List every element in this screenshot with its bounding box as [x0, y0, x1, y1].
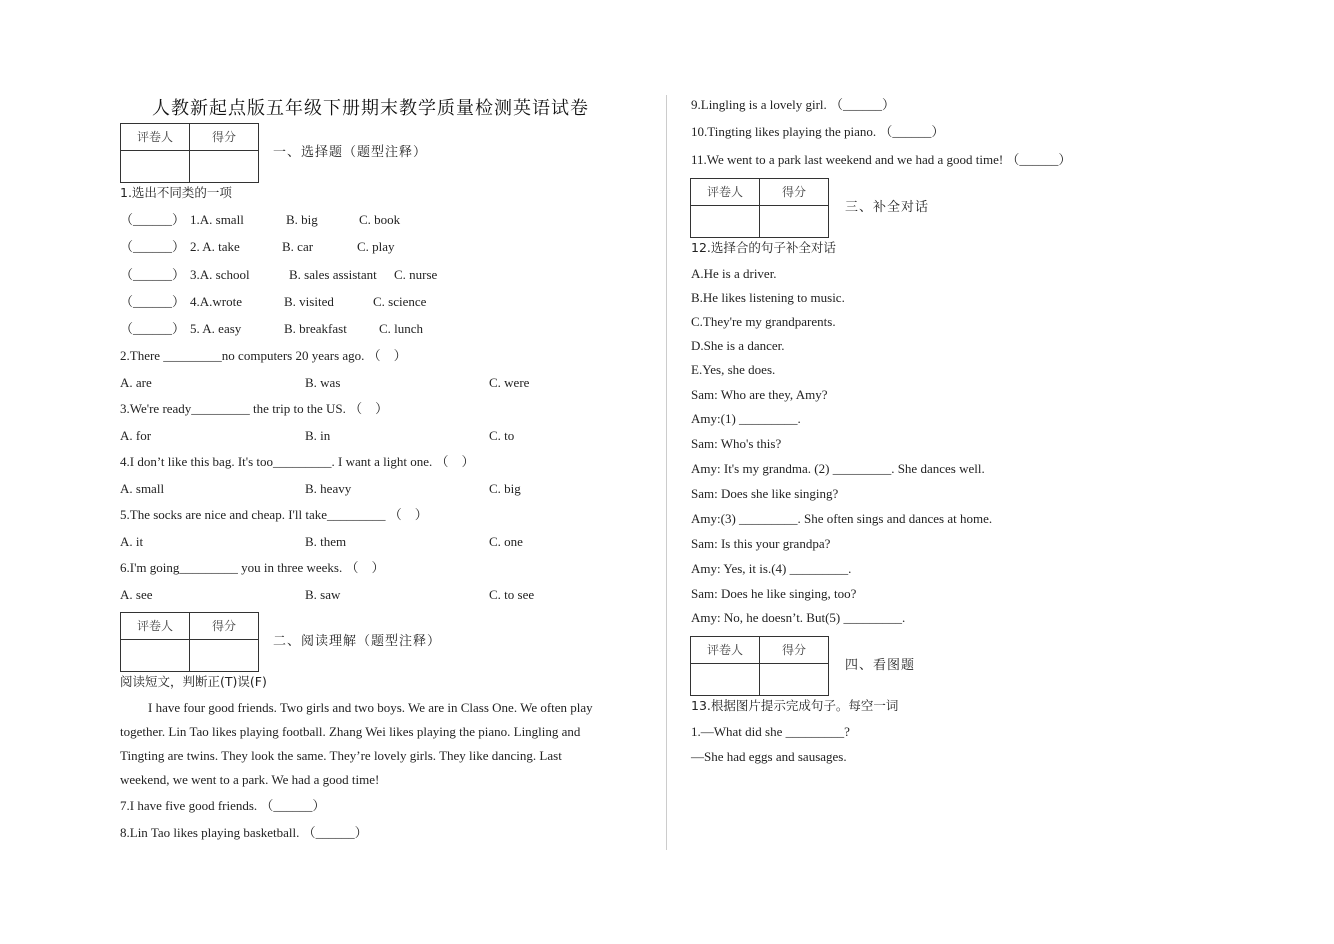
passage-line: together. Lin Tao likes playing football. Zhang Wei likes playing the piano. Lingling and	[120, 724, 581, 739]
option-a: 5. A. easy	[190, 321, 242, 336]
statement: 9.Lingling is a lovely girl. （______）	[691, 97, 896, 112]
dialogue-line: Amy: Yes, it is.(4) _________.	[691, 561, 852, 576]
option-c: C. one	[489, 534, 523, 549]
statement: 8.Lin Tao likes playing basketball. （______）	[120, 825, 368, 840]
option-c: C. science	[373, 294, 427, 309]
option-b: B. was	[305, 375, 341, 390]
score-label: 得分	[211, 130, 236, 144]
dialogue-option: A.He is a driver.	[691, 266, 777, 281]
question-text: 4.I don’t like this bag. It's too_________. I want a light one. （ ）	[120, 454, 475, 469]
section-heading-choice: 一、选择题（题型注释）	[273, 145, 428, 160]
dialogue-option: B.He likes listening to music.	[691, 290, 845, 305]
score-box	[120, 612, 259, 672]
option-a: A. see	[120, 587, 153, 602]
option-a: A. are	[120, 375, 152, 390]
question-text: 2.There _________no computers 20 years ago. （ ）	[120, 348, 407, 363]
dialogue-instruction: 12.选择合的句子补全对话	[691, 240, 836, 255]
dialogue-line: Amy: No, he doesn’t. But(5) _________.	[691, 610, 906, 625]
option-b: B. them	[305, 534, 347, 549]
question-text: 3.We're ready_________ the trip to the US. （ ）	[120, 401, 389, 416]
dialogue-line: Sam: Does he like singing, too?	[691, 586, 857, 601]
option-b: B. heavy	[305, 481, 352, 496]
score-label: 得分	[211, 619, 236, 633]
option-c: C. to see	[489, 587, 535, 602]
answer-blank[interactable]: （______）	[120, 294, 186, 309]
option-a: A. it	[120, 534, 144, 549]
score-box	[120, 123, 259, 183]
option-a: 1.A. small	[190, 212, 244, 227]
score-box	[690, 636, 829, 696]
section-heading-reading: 二、阅读理解（题型注释）	[273, 634, 442, 649]
statement: 10.Tingting likes playing the piano. （______）	[691, 124, 945, 139]
dialogue-line: Sam: Who's this?	[691, 436, 782, 451]
picture-instruction: 13.根据图片提示完成句子。每空一词	[691, 698, 899, 713]
option-b: B. sales assistant	[289, 267, 377, 282]
dialogue-line: Amy:(1) _________.	[691, 411, 801, 426]
statement: 7.I have five good friends. （______）	[120, 798, 326, 813]
section-heading-dialogue: 三、补全对话	[845, 200, 930, 215]
score-label: 得分	[781, 185, 806, 199]
option-b: B. in	[305, 428, 331, 443]
dialogue-line: Amy:(3) _________. She often sings and dances at home.	[691, 511, 993, 526]
option-a: A. for	[120, 428, 152, 443]
option-a: 2. A. take	[190, 239, 240, 254]
dialogue-option: E.Yes, she does.	[691, 362, 776, 377]
column-divider	[666, 95, 667, 850]
reading-instruction: 阅读短文，判断正(T)误(F)	[120, 674, 267, 689]
score-label: 得分	[781, 643, 806, 657]
grader-label: 评卷人	[691, 179, 760, 205]
option-b: B. big	[286, 212, 318, 227]
q1-instruction: 1.选出不同类的一项	[120, 185, 232, 200]
option-b: B. visited	[284, 294, 334, 309]
option-b: B. breakfast	[284, 321, 347, 336]
option-c: C. were	[489, 375, 530, 390]
passage-line: I have four good friends. Two girls and two boys. We are in Class One. We often play	[148, 700, 593, 715]
option-c: C. to	[489, 428, 515, 443]
dialogue-line: Sam: Is this your grandpa?	[691, 536, 831, 551]
option-a: 3.A. school	[190, 267, 250, 282]
answer-blank[interactable]: （______）	[120, 212, 186, 227]
statement: 11.We went to a park last weekend and we had a good time! （______）	[691, 152, 1072, 167]
option-c: C. big	[489, 481, 521, 496]
dialogue-option: C.They're my grandparents.	[691, 314, 836, 329]
dialogue-line: Sam: Does she like singing?	[691, 486, 839, 501]
dialogue-line: Sam: Who are they, Amy?	[691, 387, 828, 402]
answer-blank[interactable]: （______）	[120, 267, 186, 282]
score-box	[690, 178, 829, 238]
option-c: C. nurse	[394, 267, 438, 282]
question-text: 5.The socks are nice and cheap. I'll take_________ （ ）	[120, 507, 428, 522]
option-c: C. book	[359, 212, 401, 227]
grader-label: 评卷人	[121, 124, 190, 150]
option-a: 4.A.wrote	[190, 294, 242, 309]
picture-line: —She had eggs and sausages.	[691, 749, 847, 764]
dialogue-line: Amy: It's my grandma. (2) _________. She dances well.	[691, 461, 985, 476]
picture-line: 1.—What did she _________?	[691, 724, 850, 739]
answer-blank[interactable]: （______）	[120, 321, 186, 336]
answer-blank[interactable]: （______）	[120, 239, 186, 254]
page-title: 人教新起点版五年级下册期末教学质量检测英语试卷	[152, 98, 589, 119]
option-b: B. saw	[305, 587, 341, 602]
grader-label: 评卷人	[121, 613, 190, 639]
option-c: C. lunch	[379, 321, 424, 336]
passage-line: Tingting are twins. They look the same. They’re lovely girls. They like dancing. Last	[120, 748, 562, 763]
section-heading-picture: 四、看图题	[845, 658, 916, 673]
option-b: B. car	[282, 239, 314, 254]
passage-line: weekend, we went to a park. We had a good time!	[120, 772, 380, 787]
option-a: A. small	[120, 481, 165, 496]
grader-label: 评卷人	[691, 637, 760, 663]
dialogue-option: D.She is a dancer.	[691, 338, 785, 353]
option-c: C. play	[357, 239, 395, 254]
question-text: 6.I'm going_________ you in three weeks. （ ）	[120, 560, 385, 575]
